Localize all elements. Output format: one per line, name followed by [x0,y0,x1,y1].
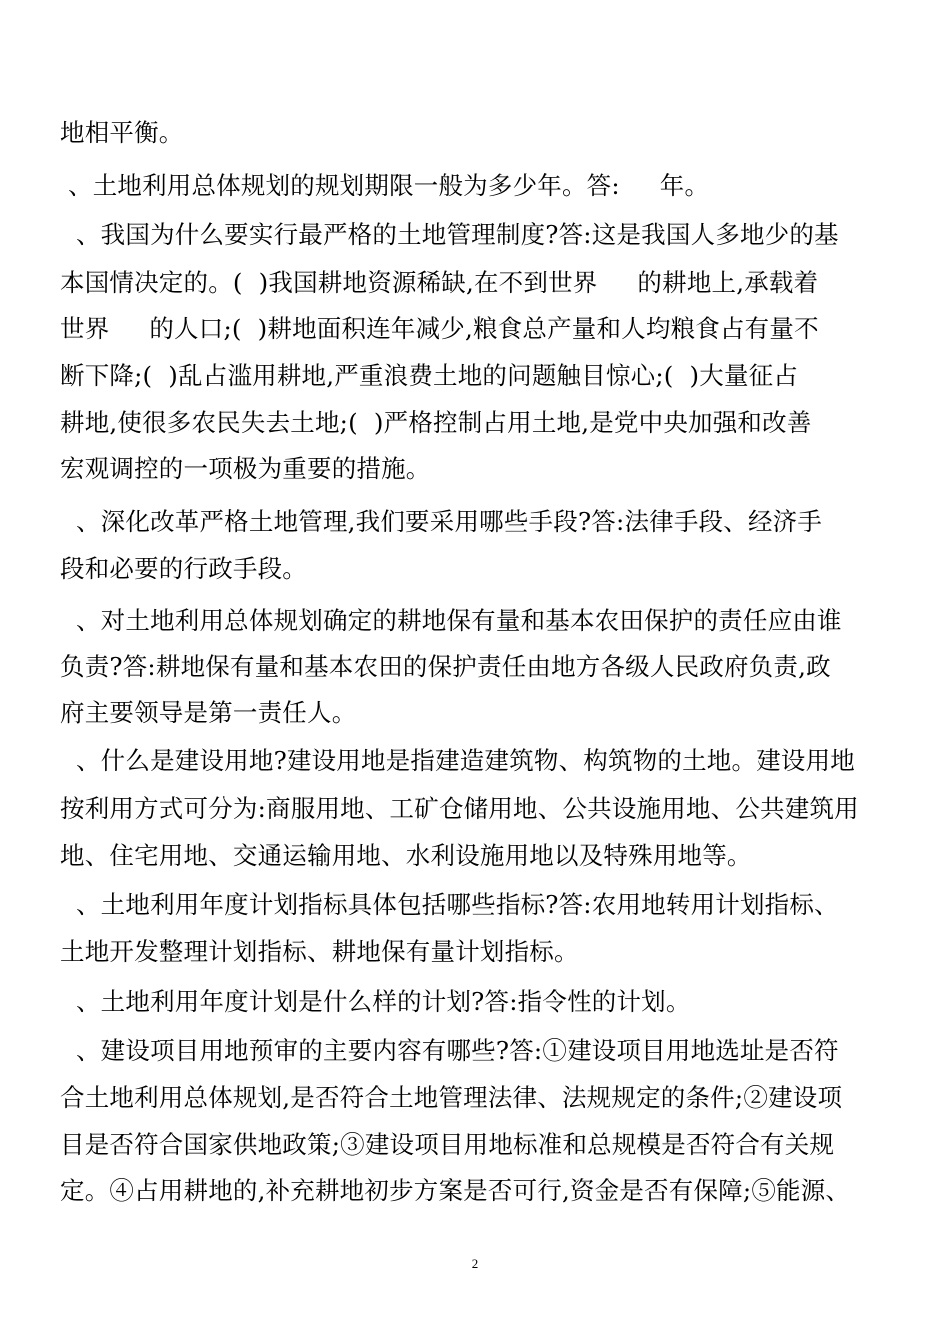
text-line: 段和必要的行政手段。 [60,554,307,583]
text-line: 、我国为什么要实行最严格的土地管理制度?答:这是我国人多地少的基 [60,220,839,249]
text-line: 地相平衡。 [60,118,184,147]
text-line: 地、住宅用地、交通运输用地、水利设施用地以及特殊用地等。 [60,841,752,870]
text-line: 、什么是建设用地?建设用地是指建造建筑物、构筑物的土地。建设用地 [60,746,856,775]
text-line: 本国情决定的。( )我国耕地资源稀缺,在不到世界 的耕地上,承载着 [60,268,819,297]
text-line: 土地开发整理计划指标、耕地保有量计划指标。 [60,937,579,966]
text-line: 、土地利用年度计划指标具体包括哪些指标?答:农用地转用计划指标、 [60,890,839,919]
text-line: 合土地利用总体规划,是否符合土地管理法律、法规规定的条件;②建设项 [60,1083,843,1112]
text-line: 断下降;( )乱占滥用耕地,严重浪费土地的问题触目惊心;( )大量征占 [60,361,799,390]
text-line: 、深化改革严格土地管理,我们要采用哪些手段?答:法律手段、经济手 [60,507,823,536]
text-line: 、土地利用年度计划是什么样的计划?答:指令性的计划。 [60,987,691,1016]
text-line: 、土地利用总体规划的规划期限一般为多少年。答: 年。 [60,171,710,200]
text-line: 、建设项目用地预审的主要内容有哪些?答:①建设项目用地选址是否符 [60,1036,839,1065]
text-line: 、对土地利用总体规划确定的耕地保有量和基本农田保护的责任应由谁 [60,606,842,635]
text-line: 目是否符合国家供地政策;③建设项目用地标准和总规模是否符合有关规 [60,1130,835,1159]
page-number: 2 [471,1256,479,1271]
text-line: 世界 的人口;( )耕地面积连年减少,粮食总产量和人均粮食占有量不 [60,314,819,343]
text-line: 定。④占用耕地的,补充耕地初步方案是否可行,资金是否有保障;⑤能源、 [60,1176,851,1205]
text-line: 宏观调控的一项极为重要的措施。 [60,454,431,483]
text-line: 耕地,使很多农民失去土地;( )严格控制占用土地,是党中央加强和改善 [60,408,812,437]
text-line: 负责?答:耕地保有量和基本农田的保护责任由地方各级人民政府负责,政 [60,652,831,681]
text-line: 按利用方式可分为:商服用地、工矿仓储用地、公共设施用地、公共建筑用 [60,794,859,823]
text-line: 府主要领导是第一责任人。 [60,698,357,727]
